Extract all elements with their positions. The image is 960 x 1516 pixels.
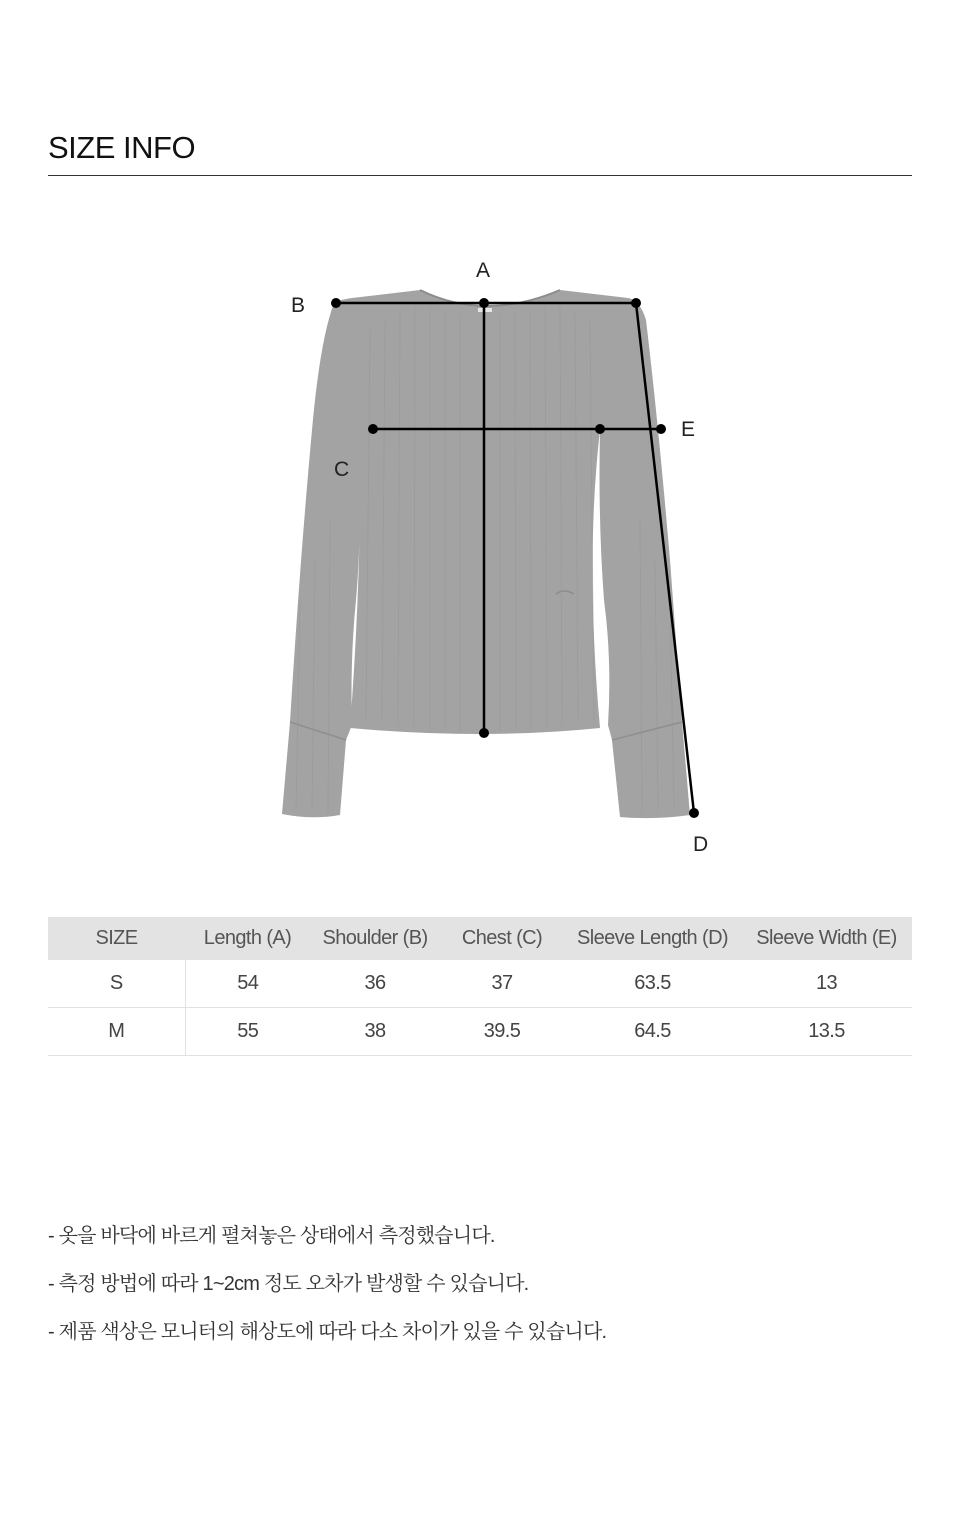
- label-e: E: [681, 418, 696, 441]
- table-cell: 13.5: [741, 1008, 912, 1056]
- column-header: Shoulder (B): [310, 917, 440, 960]
- column-header: Chest (C): [440, 917, 564, 960]
- table-cell: 55: [185, 1008, 310, 1056]
- sweater-measurement-svg: [260, 255, 720, 865]
- measurement-notes: [48, 1220, 912, 1364]
- note-item: - 옷을 바닥에 바르게 펼쳐놓은 상태에서 측정했습니다.: [48, 1225, 495, 1247]
- size-cell: M: [48, 1008, 185, 1056]
- table-header-row: [48, 917, 912, 960]
- table-cell: 64.5: [564, 1008, 741, 1056]
- column-header: Length (A): [185, 917, 310, 960]
- note-item: - 제품 색상은 모니터의 해상도에 따라 다소 차이가 있을 수 있습니다.: [48, 1321, 607, 1343]
- column-header: SIZE: [48, 917, 185, 960]
- page-title: SIZE INFO: [48, 130, 196, 165]
- table-cell: 36: [310, 960, 440, 1008]
- title-divider: [48, 175, 912, 176]
- sweater-illustration: [282, 290, 690, 818]
- size-cell: S: [48, 960, 185, 1008]
- table-cell: 39.5: [440, 1008, 564, 1056]
- label-d: D: [693, 833, 709, 856]
- table-cell: 63.5: [564, 960, 741, 1008]
- table-row: [48, 960, 912, 1008]
- table-cell: 37: [440, 960, 564, 1008]
- column-header: Sleeve Width (E): [741, 917, 912, 960]
- size-table: [48, 917, 912, 1056]
- label-a: A: [476, 259, 491, 282]
- table-cell: 54: [185, 960, 310, 1008]
- label-c: C: [334, 458, 350, 481]
- column-header: Sleeve Length (D): [564, 917, 741, 960]
- note-item: - 측정 방법에 따라 1~2cm 정도 오차가 발생할 수 있습니다.: [48, 1273, 529, 1295]
- table-row: [48, 1008, 912, 1056]
- table-cell: 13: [741, 960, 912, 1008]
- table-cell: 38: [310, 1008, 440, 1056]
- measurement-diagram: [260, 255, 720, 865]
- label-b: B: [291, 294, 306, 317]
